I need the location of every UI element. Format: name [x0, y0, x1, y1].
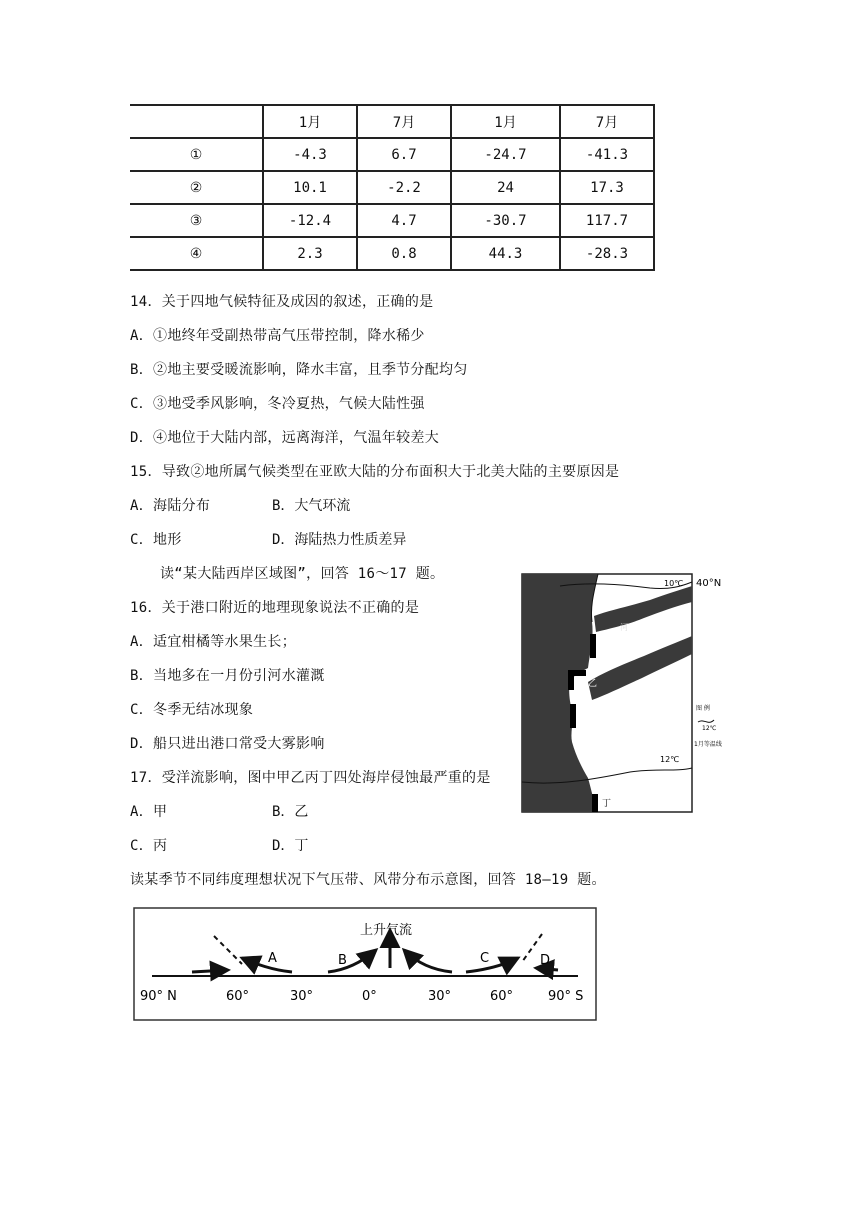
belt-tick: 60°	[226, 989, 250, 1004]
question-14-option-d: D．④地位于大陆内部，远离海洋，气温年较差大	[130, 430, 440, 446]
belt-tick: 90° N	[140, 989, 177, 1004]
question-16-option-c: C．冬季无结冰现象	[130, 702, 254, 718]
table-cell: 4.7	[357, 204, 451, 237]
question-16-option-b: B．当地多在一月份引河水灌溉	[130, 668, 325, 684]
question-15-stem: 15．导致②地所属气候类型在亚欧大陆的分布面积大于北美大陆的主要原因是	[130, 464, 620, 480]
table-cell: ④	[130, 237, 263, 270]
table-cell: -2.2	[357, 171, 451, 204]
map-river-label: 河	[620, 623, 628, 632]
wind-arrow-d	[536, 968, 558, 970]
legend-isotherm-symbol	[698, 720, 714, 722]
table-cell: 117.7	[560, 204, 654, 237]
climate-data-table	[130, 104, 655, 271]
map-iso-bottom-label: 12℃	[660, 755, 680, 764]
belt-tick: 30°	[428, 989, 452, 1004]
map-mark-jia-label: 甲	[600, 635, 610, 645]
table-header-cell: 7月	[560, 105, 654, 138]
belt-label-d: D	[540, 953, 551, 968]
table-cell: -30.7	[451, 204, 560, 237]
table-row	[130, 138, 654, 171]
mark-bing	[570, 704, 576, 728]
question-14-option-a: A．①地终年受副热带高气压带控制，降水稀少	[130, 328, 425, 344]
legend-title: 图 例	[696, 705, 710, 712]
table-cell: 44.3	[451, 237, 560, 270]
table-header-cell: 1月	[263, 105, 357, 138]
table-cell: 17.3	[560, 171, 654, 204]
question-17-option-d: D．丁	[272, 838, 309, 854]
belt-tick: 30°	[290, 989, 314, 1004]
table-cell: 24	[451, 171, 560, 204]
question-14-stem: 14．关于四地气候特征及成因的叙述，正确的是	[130, 294, 434, 310]
table-header-cell: 7月	[357, 105, 451, 138]
table-cell: ③	[130, 204, 263, 237]
pressure-belt-diagram	[132, 906, 598, 1024]
table-header-cell	[130, 105, 263, 138]
belt-label-b: B	[338, 953, 347, 968]
question-15-option-b: B．大气环流	[272, 498, 351, 514]
legend-value: 12℃	[702, 725, 717, 732]
belt-label-a: A	[268, 951, 277, 966]
table-cell: 0.8	[357, 237, 451, 270]
table-header-cell: 1月	[451, 105, 560, 138]
map-mark-bing-label: 丙	[578, 711, 588, 721]
intro-16-17: 读“某大陆西岸区域图”，回答 16～17 题。	[160, 566, 445, 582]
mark-ding	[592, 794, 598, 812]
map-lat-label: 40°N	[696, 578, 722, 589]
question-15-option-a: A．海陆分布	[130, 498, 211, 514]
belt-label-c: C	[480, 951, 490, 966]
belt-tick: 0°	[362, 989, 377, 1004]
table-cell: ②	[130, 171, 263, 204]
belt-tick: 90° S	[548, 989, 584, 1004]
wind-arrow-a	[242, 958, 292, 972]
map-iso-top-label: 10℃	[664, 579, 684, 588]
question-14-option-c: C．③地受季风影响，冬冷夏热，气候大陆性强	[130, 396, 425, 412]
table-cell: -4.3	[263, 138, 357, 171]
question-17-option-b: B．乙	[272, 804, 309, 820]
table-header-row	[130, 105, 654, 138]
coastal-map	[520, 572, 722, 814]
question-16-option-a: A．适宜柑橘等水果生长；	[130, 634, 297, 650]
wind-arrow-1	[192, 970, 228, 972]
map-mark-yi-label: 乙	[588, 679, 598, 689]
wind-arrow-c	[404, 950, 452, 972]
table-row	[130, 204, 654, 237]
table-cell: -41.3	[560, 138, 654, 171]
table-cell: -24.7	[451, 138, 560, 171]
mark-jia	[590, 634, 596, 658]
map-mark-ding-label: 丁	[602, 799, 612, 809]
question-17-option-c: C．丙	[130, 838, 168, 854]
table-row	[130, 237, 654, 270]
table-cell: -12.4	[263, 204, 357, 237]
intro-18-19: 读某季节不同纬度理想状况下气压带、风带分布示意图，回答 18—19 题。	[130, 872, 606, 888]
wind-arrow-b	[328, 950, 376, 972]
belt-tick: 60°	[490, 989, 514, 1004]
table-cell: 2.3	[263, 237, 357, 270]
question-17-option-a: A．甲	[130, 804, 168, 820]
table-cell: -28.3	[560, 237, 654, 270]
question-17-stem: 17．受洋流影响，图中甲乙丙丁四处海岸侵蚀最严重的是	[130, 770, 491, 786]
rising-air-label: 上升气流	[360, 923, 413, 938]
question-16-option-d: D．船只进出港口常受大雾影响	[130, 736, 325, 752]
question-14-option-b: B．②地主要受暖流影响，降水丰富，且季节分配均匀	[130, 362, 468, 378]
table-cell: 6.7	[357, 138, 451, 171]
table-cell: 10.1	[263, 171, 357, 204]
wind-arrow-4	[466, 958, 518, 972]
table-row	[130, 171, 654, 204]
question-15-option-d: D．海陆热力性质差异	[272, 532, 407, 548]
front-line-south	[522, 934, 542, 962]
table-cell: ①	[130, 138, 263, 171]
legend-caption: 1月等温线	[694, 741, 722, 748]
question-15-option-c: C．地形	[130, 532, 182, 548]
question-16-stem: 16．关于港口附近的地理现象说法不正确的是	[130, 600, 420, 616]
front-line-north	[214, 936, 242, 964]
